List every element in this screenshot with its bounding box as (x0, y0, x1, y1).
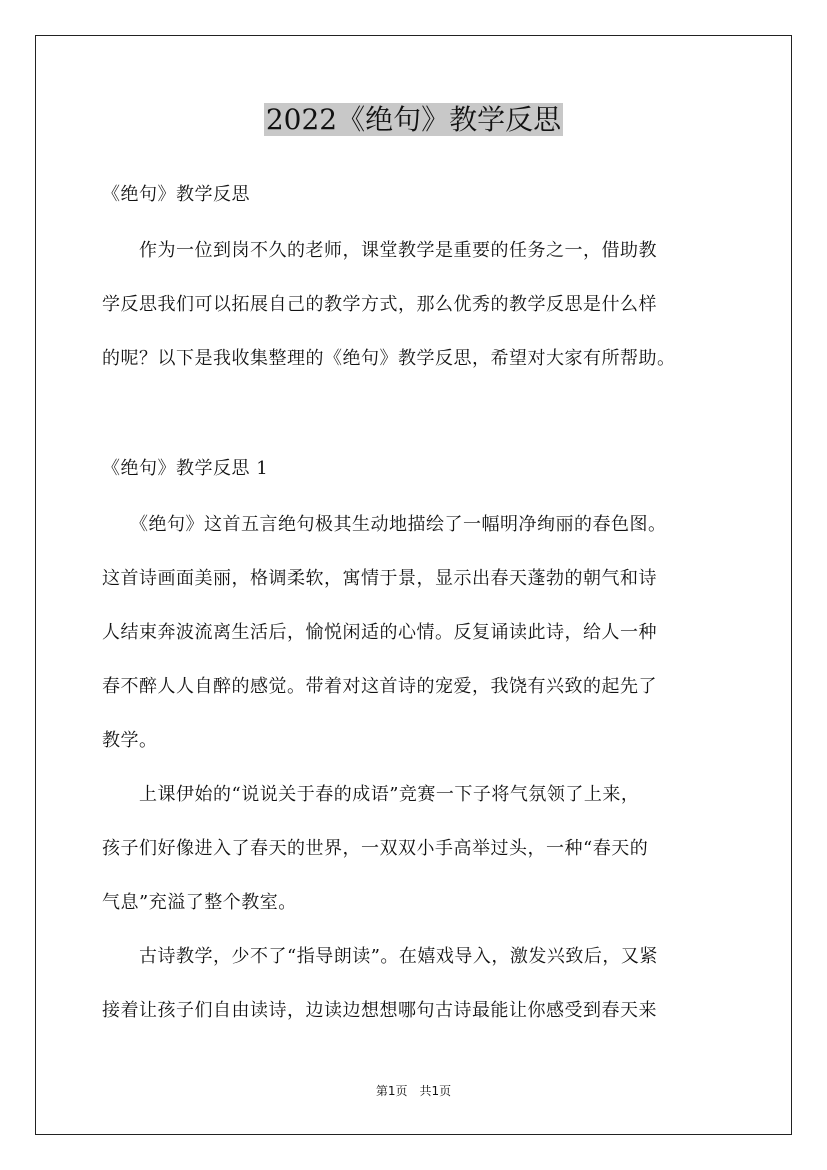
paragraph-line: 教学。 (102, 730, 158, 751)
paragraph-line: 《绝句》这首五言绝句极其生动地描绘了一幅明净绚丽的春色图。 (102, 514, 667, 535)
document-title: 2022《绝句》教学反思 (265, 103, 562, 136)
paragraph-line: 孩子们好像进入了春天的世界，一双双小手高举过头，一种“春天的 (102, 838, 649, 859)
paragraph-line: 接着让孩子们自由读诗，边读边想想哪句古诗最能让你感受到春天来 (102, 1000, 657, 1021)
document-title-wrap (0, 100, 827, 140)
paragraph-line: 的呢？以下是我收集整理的《绝句》教学反思，希望对大家有所帮助。 (102, 348, 676, 369)
section-heading: 《绝句》教学反思 1 (102, 458, 269, 479)
paragraph-line: 春不醉人人自醉的感觉。带着对这首诗的宠爱，我饶有兴致的起先了 (102, 676, 657, 697)
paragraph-line: 这首诗画面美丽，格调柔软，寓情于景，显示出春天蓬勃的朝气和诗 (102, 568, 657, 589)
paragraph-line: 人结束奔波流离生活后，愉悦闲适的心情。反复诵读此诗，给人一种 (102, 622, 657, 643)
paragraph-line: 上课伊始的“说说关于春的成语”竞赛一下子将气氛领了上来， (102, 784, 640, 805)
page-footer: 第1页 共1页 (375, 1084, 452, 1098)
paragraph-line: 作为一位到岗不久的老师，课堂教学是重要的任务之一，借助教 (102, 240, 657, 261)
section-heading: 《绝句》教学反思 (102, 184, 250, 205)
paragraph-line: 气息”充溢了整个教室。 (102, 892, 297, 913)
paragraph-line: 古诗教学，少不了“指导朗读”。在嬉戏导入，激发兴致后，又紧 (102, 946, 658, 967)
paragraph-line: 学反思我们可以拓展自己的教学方式，那么优秀的教学反思是什么样 (102, 294, 657, 315)
